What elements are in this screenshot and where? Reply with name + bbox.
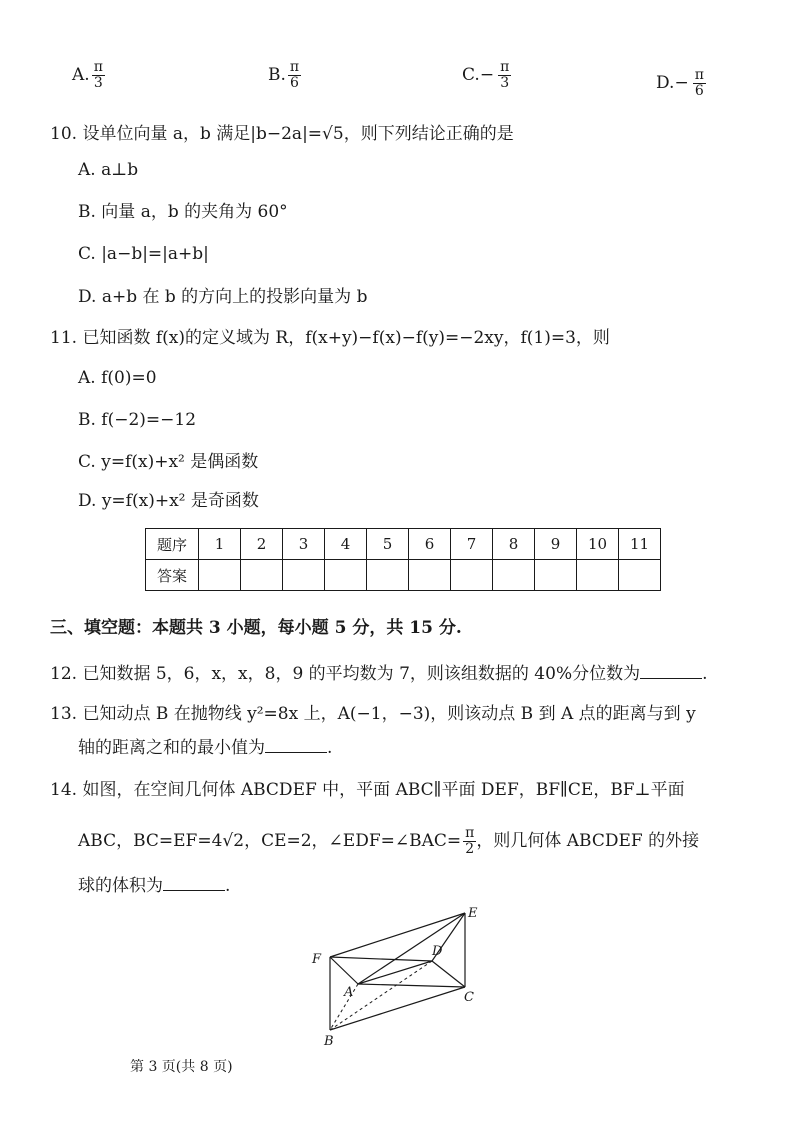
table-number-cell: 7 [451, 529, 493, 560]
answer-cell[interactable] [241, 560, 283, 591]
table-number-cell: 5 [367, 529, 409, 560]
label-c: C [464, 990, 474, 1005]
q10-option-c: C. |a−b|=|a+b| [78, 244, 209, 264]
q10-option-b: B. 向量 a，b 的夹角为 60° [78, 202, 288, 222]
label-f: F [312, 952, 322, 967]
label-d: D [432, 944, 443, 959]
label-a: A [344, 985, 354, 1000]
table-number-cell: 3 [283, 529, 325, 560]
table-number-cell: 6 [409, 529, 451, 560]
q12-end: . [702, 664, 708, 684]
q10-option-d: D. a+b 在 b 的方向上的投影向量为 b [78, 287, 368, 307]
q12-stem: 12. 已知数据 5，6，x，x，8，9 的平均数为 7，则该组数据的 40%分位数为 [50, 664, 641, 684]
answer-cell[interactable] [493, 560, 535, 591]
label-e: E [468, 906, 478, 921]
edge-fd [330, 957, 432, 961]
q11-option-c: C. y=f(x)+x² 是偶函数 [78, 452, 259, 472]
q14-line3 [78, 872, 230, 898]
answer-cell[interactable] [451, 560, 493, 591]
table-header-answer: 答案 [146, 560, 199, 591]
edge-ae [358, 913, 465, 984]
q11-option-b: B. f(−2)=−12 [78, 410, 197, 430]
q14-fraction: $\frac{\pi}{2}$ [465, 825, 475, 857]
table-number-cell: 8 [493, 529, 535, 560]
edge-ac [358, 984, 465, 987]
answer-table-answer-row [146, 560, 661, 591]
q12-answer-blank[interactable] [640, 660, 702, 679]
section-3-title: 三、填空题：本题共 3 小题，每小题 5 分，共 15 分. [50, 618, 462, 638]
q9-option-c: C.− $\frac{\pi}{3}$ [462, 59, 510, 91]
answer-cell[interactable] [367, 560, 409, 591]
q10-stem: 10. 设单位向量 a，b 满足|b−2a|=√5，则下列结论正确的是 [50, 124, 514, 144]
table-number-cell: 9 [535, 529, 577, 560]
answer-table [145, 528, 661, 591]
q13-line1: 13. 已知动点 B 在抛物线 y²=8x 上，A(−1，−3)，则该动点 B 到 A 点的距离与到 y [50, 704, 696, 724]
q14-line1: 14. 如图，在空间几何体 ABCDEF 中，平面 ABC∥平面 DEF，BF∥CE，BF⊥平面 [50, 780, 685, 800]
q9-option-a: A. $\frac{\pi}{3}$ [72, 59, 103, 91]
q14-stem-cont: 球的体积为 [78, 876, 163, 896]
edge-dc [432, 961, 465, 987]
table-number-cell: 4 [325, 529, 367, 560]
q13-end: . [327, 738, 333, 758]
table-header-number: 题序 [146, 529, 199, 560]
answer-cell[interactable] [577, 560, 619, 591]
q13-stem-cont: 轴的距离之和的最小值为 [78, 738, 265, 758]
answer-cell[interactable] [535, 560, 577, 591]
answer-cell[interactable] [409, 560, 451, 591]
q14-line2-post: ，则几何体 ABCDEF 的外接 [476, 831, 700, 851]
edge-fa [330, 957, 358, 984]
q14-end: . [225, 876, 231, 896]
answer-cell[interactable] [283, 560, 325, 591]
table-number-cell: 2 [241, 529, 283, 560]
table-number-cell: 11 [619, 529, 661, 560]
q13-answer-blank[interactable] [265, 734, 327, 753]
edge-fe [330, 913, 465, 957]
q11-stem: 11. 已知函数 f(x)的定义域为 R，f(x+y)−f(x)−f(y)=−2xy，f(1)=3，则 [50, 328, 610, 348]
q14-line2 [78, 826, 699, 857]
q11-option-a: A. f(0)=0 [78, 368, 157, 388]
edge-ad [358, 961, 432, 984]
q14-line2-pre: ABC，BC=EF=4√2，CE=2，∠EDF=∠BAC= [78, 831, 462, 851]
solid-abcdef-figure [300, 905, 500, 1055]
label-b: B [324, 1034, 334, 1049]
q14-answer-blank[interactable] [163, 872, 225, 891]
q10-option-a: A. a⊥b [78, 160, 139, 180]
q12-text [50, 660, 708, 686]
table-number-cell: 1 [199, 529, 241, 560]
page-footer: 第 3 页(共 8 页) [130, 1059, 233, 1075]
q11-option-d: D. y=f(x)+x² 是奇函数 [78, 491, 259, 511]
q9-option-d: D.− $\frac{\pi}{6}$ [656, 67, 704, 99]
answer-cell[interactable] [199, 560, 241, 591]
q9-option-b: B. $\frac{\pi}{6}$ [268, 59, 300, 91]
table-number-cell: 10 [577, 529, 619, 560]
q13-line2 [78, 734, 332, 760]
answer-cell[interactable] [325, 560, 367, 591]
answer-table-number-row [146, 529, 661, 560]
answer-cell[interactable] [619, 560, 661, 591]
